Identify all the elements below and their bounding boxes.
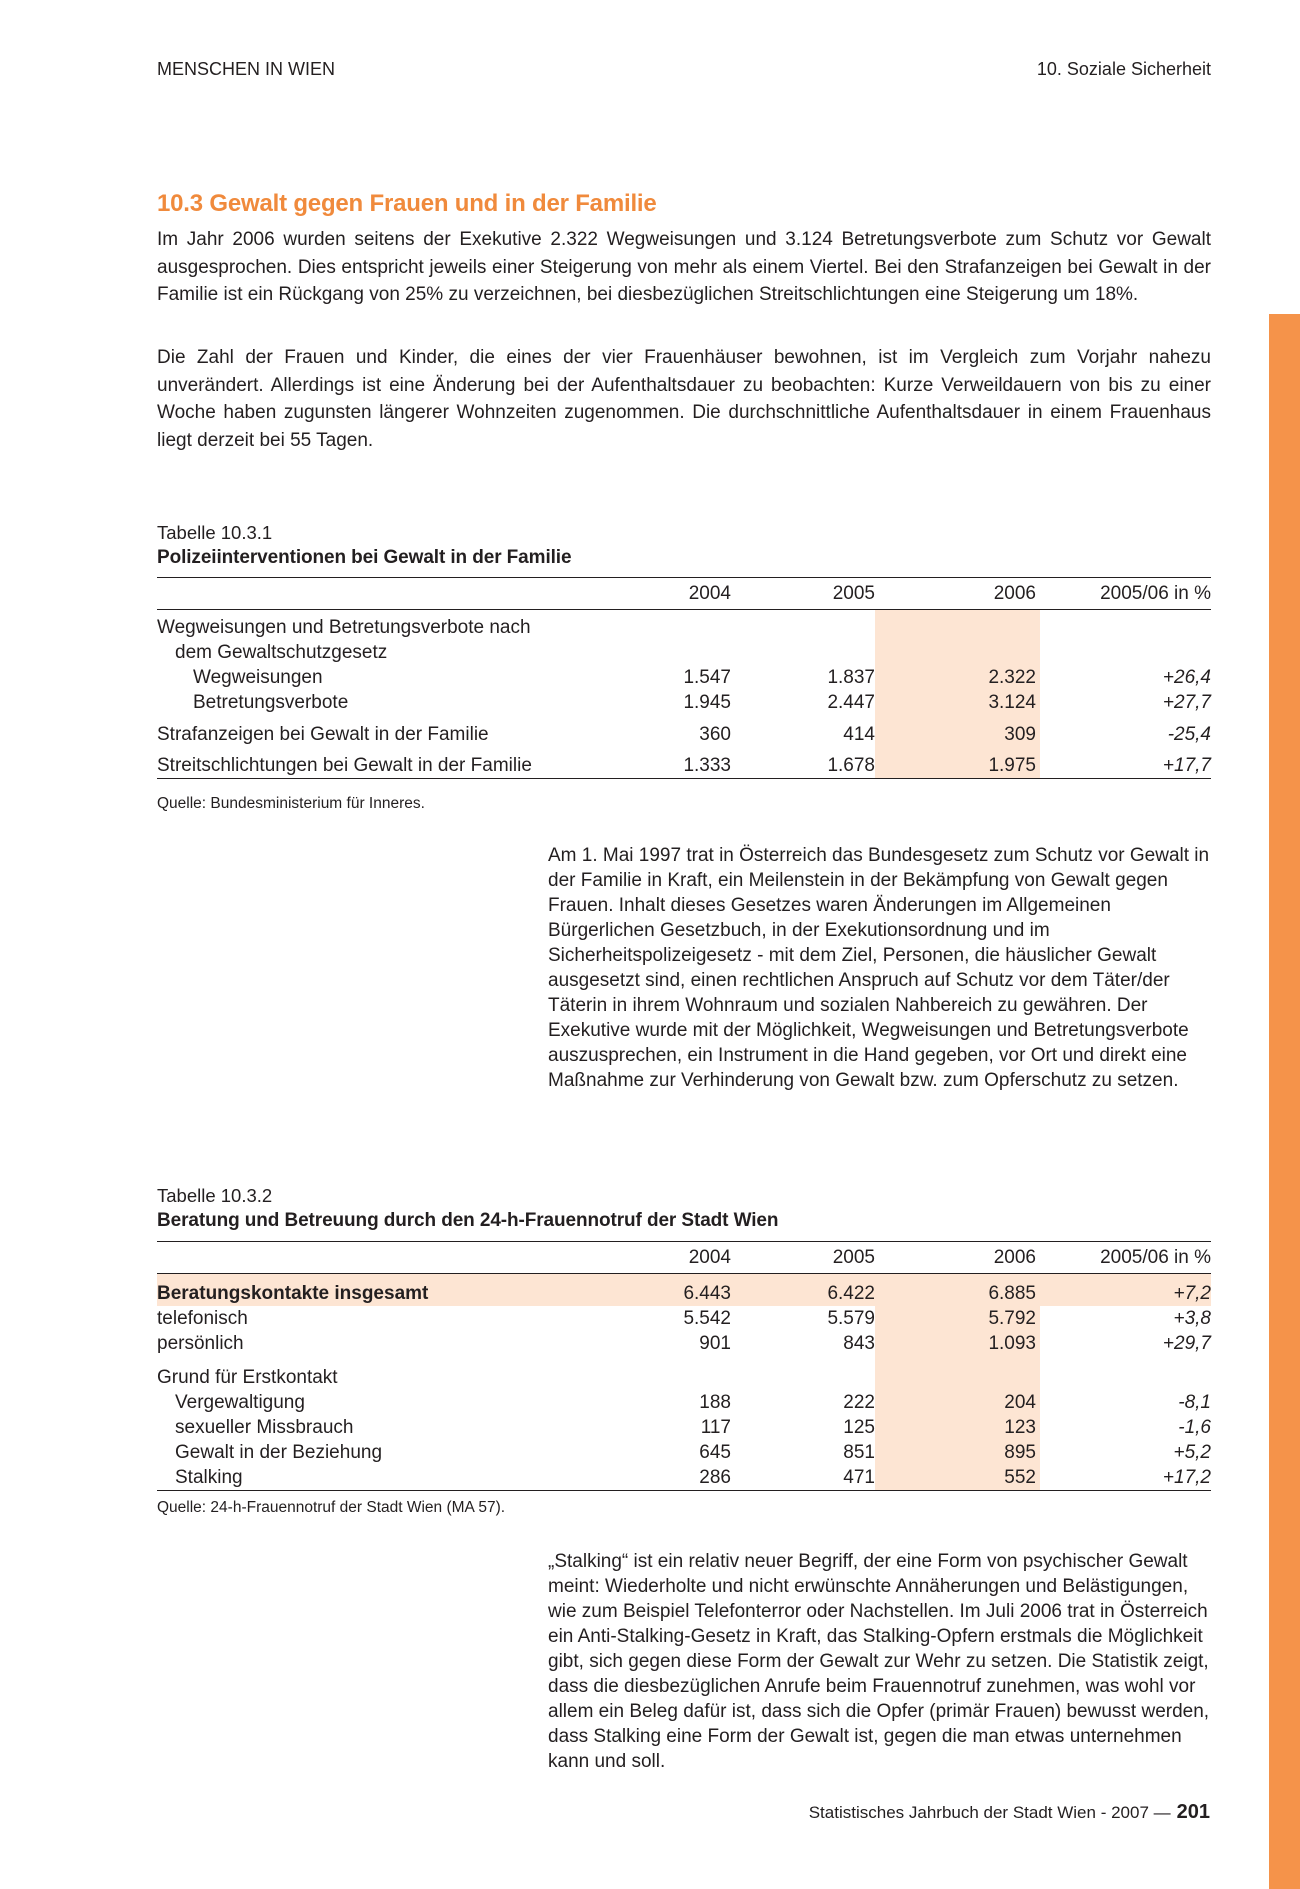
cell-value: +5,2 [1173, 1441, 1211, 1463]
table-row [157, 1274, 1211, 1306]
table2-source: Quelle: 24-h-Frauennotruf der Stadt Wien (MA 57). [157, 1499, 506, 1516]
running-header-left: MENSCHEN IN WIEN [157, 59, 336, 79]
cell-value [1040, 1356, 1211, 1390]
cell-value: +26,4 [1162, 666, 1211, 688]
page-footer [809, 1801, 1210, 1824]
col-header: 2006 [993, 1247, 1036, 1268]
cell-value: 2.322 [875, 665, 1040, 690]
paragraph-1: Im Jahr 2006 wurden seitens der Exekutive 2.322 Wegweisungen und 3.124 Betretungsverbote zum Schutz vor Gewalt ausgesprochen. Dies entspricht jeweils einer Steigerung von mehr als einem Viertel. Bei den Strafanzeigen bei Gewalt in der Familie ist ein Rückgang von 25% zu verzeichnen, bei diesbezüglichen Streitschlichtungen eine Steigerung um 18%. [157, 229, 1211, 306]
table2-title: Beratung und Betreuung durch den 24-h-Frauennotruf der Stadt Wien [157, 1210, 779, 1231]
cell-value: 1.093 [875, 1331, 1040, 1356]
table-row [157, 640, 1211, 665]
table-row [157, 1465, 1211, 1491]
cell-value: 1.945 [683, 691, 731, 713]
cell-value: 188 [699, 1391, 731, 1413]
info-text-2: „Stalking“ ist ein relativ neuer Begriff, der eine Form von psychischer Gewalt meint: Wiederholte und nicht erwünschte Annäherungen und Belästigungen, wie zum Beispiel Telefonterror oder Nachstellen. Im Juli 2006 trat in Österreich ein Anti-Stalking-Gesetz in Kraft, das Stalking-Opfern erstmals die Möglichkeit gibt, sich gegen diese Form der Gewalt zur Wehr zu setzen. Die Statistik zeigt, dass die diesbezüglichen Anrufe beim Frauennotruf zunehmen, was wohl vor allem ein Beleg dafür ist, dass sich die Opfer (primär Frauen) bewusst werden, dass Stalking eine Form der Gewalt ist, gegen die man etwas unternehmen kann und soll. [548, 1551, 1210, 1772]
table-header-row [157, 578, 1211, 610]
chapter-tab-bar [1269, 314, 1300, 1889]
table1-caption: Tabelle 10.3.1 [157, 522, 273, 543]
cell-value: 125 [843, 1416, 875, 1438]
info-text-1: Am 1. Mai 1997 trat in Österreich das Bundesgesetz zum Schutz vor Gewalt in der Familie in Kraft, ein Meilenstein in der Bekämpfung von Gewalt gegen Frauen. Inhalt dieses Gesetzes waren Änderungen im Allgemeinen Bürgerlichen Gesetzbuch, in der Exekutionsordnung und im Sicherheitspolizeigesetz - mit dem Ziel, Personen, die häuslicher Gewalt ausgesetzt sind, einen rechtlichen Anspruch auf Schutz vor dem Täter/der Täterin in ihrem Wohnraum und sozialen Nahbereich zu gewähren. Der Exekutive wurde mit der Möglichkeit, Wegweisungen und Betretungsverbote auszusprechen, ein Instrument in die Hand gegeben, vor Ort und direkt eine Maßnahme zur Verhinderung von Gewalt bzw. zum Opferschutz zu setzen. [548, 845, 1210, 1091]
table-row [157, 1331, 1211, 1356]
cell-value: 1.837 [827, 666, 875, 688]
cell-value [1040, 610, 1211, 640]
cell-value: +29,7 [1162, 1332, 1211, 1354]
row-label: Beratungskontakte insgesamt [157, 1274, 607, 1306]
col-header: 2006 [993, 583, 1036, 604]
cell-value: 3.124 [875, 690, 1040, 715]
cell-value: 117 [700, 1416, 731, 1438]
cell-value [731, 610, 875, 640]
cell-value: 123 [875, 1415, 1040, 1440]
row-label: Wegweisungen [193, 666, 323, 688]
table1-source: Quelle: Bundesministerium für Inneres. [157, 795, 425, 812]
cell-value [607, 640, 731, 665]
cell-value: 1.547 [683, 666, 731, 688]
cell-value [607, 610, 731, 640]
cell-value: 851 [843, 1441, 875, 1463]
cell-value: 204 [875, 1390, 1040, 1415]
col-header: 2004 [688, 1247, 731, 1268]
cell-value: +17,2 [1162, 1466, 1211, 1488]
cell-value: 895 [875, 1440, 1040, 1465]
cell-value: -8,1 [1178, 1391, 1211, 1413]
running-header-right: 10. Soziale Sicherheit [1036, 59, 1211, 79]
cell-value [607, 1356, 731, 1390]
cell-value: 6.885 [875, 1274, 1040, 1306]
cell-value: 1.333 [683, 755, 731, 776]
col-header: 2005 [832, 1247, 875, 1268]
row-label: Streitschlichtungen bei Gewalt in der Familie [157, 755, 532, 776]
cell-value: 5.579 [827, 1307, 875, 1329]
cell-value: 901 [699, 1332, 731, 1354]
paragraph-2: Die Zahl der Frauen und Kinder, die eines der vier Frauenhäuser bewohnen, ist im Vergleich zum Vorjahr nahezu unverändert. Allerdings ist eine Änderung bei der Aufenthaltsdauer zu beobachten: Kurze Verweildauern von bis zu einer Woche haben zugunsten längerer Wohnzeiten zugenommen. Die durchschnittliche Aufenthaltsdauer in einem Frauenhaus liegt derzeit bei 55 Tagen. [157, 347, 1211, 451]
row-label: Vergewaltigung [175, 1391, 305, 1413]
table-row [157, 1306, 1211, 1331]
col-header: 2005/06 in % [1100, 1247, 1211, 1268]
cell-value: +17,7 [1162, 755, 1211, 776]
row-label: Grund für Erstkontakt [157, 1366, 338, 1388]
cell-value [731, 640, 875, 665]
cell-value [875, 610, 1040, 640]
table-row [157, 690, 1211, 715]
cell-value: 5.792 [875, 1306, 1040, 1331]
cell-value: -1,6 [1178, 1416, 1211, 1438]
row-label: persönlich [157, 1332, 244, 1354]
cell-value [1040, 640, 1211, 665]
table2-caption: Tabelle 10.3.2 [157, 1185, 273, 1206]
cell-value: 1.678 [827, 755, 875, 776]
cell-value: 645 [699, 1441, 731, 1463]
table1 [157, 577, 1211, 779]
cell-value: +27,7 [1162, 691, 1211, 713]
table-row [157, 747, 1211, 779]
cell-value: 6.422 [731, 1274, 875, 1306]
row-label: telefonisch [157, 1307, 248, 1329]
section-title: 10.3 Gewalt gegen Frauen und in der Familie [157, 190, 657, 217]
cell-value: 1.975 [875, 747, 1040, 779]
table-row [157, 1356, 1211, 1390]
row-label: Stalking [175, 1466, 243, 1488]
table-row [157, 715, 1211, 747]
row-label: Strafanzeigen bei Gewalt in der Familie [157, 723, 489, 745]
cell-value: 222 [843, 1391, 875, 1413]
cell-value: +3,8 [1173, 1307, 1211, 1329]
col-header: 2005 [832, 583, 875, 604]
cell-value: 471 [843, 1466, 875, 1488]
cell-value [875, 1356, 1040, 1390]
cell-value [731, 1356, 875, 1390]
cell-value: 286 [699, 1466, 731, 1488]
table-row [157, 610, 1211, 640]
cell-value [875, 640, 1040, 665]
cell-value: 414 [843, 723, 875, 745]
table-row [157, 1415, 1211, 1440]
cell-value: 552 [875, 1465, 1040, 1491]
table1-title: Polizeiinterventionen bei Gewalt in der Familie [157, 547, 572, 568]
row-label: Betretungsverbote [193, 691, 349, 713]
cell-value: 2.447 [827, 691, 875, 713]
cell-value: 6.443 [607, 1274, 731, 1306]
cell-value: 843 [843, 1332, 875, 1354]
cell-value: 5.542 [683, 1307, 731, 1329]
page-number: 201 [1176, 1801, 1210, 1823]
table-row [157, 1440, 1211, 1465]
footer-publication: Statistisches Jahrbuch der Stadt Wien - 2007 — [808, 1803, 1171, 1822]
table-header-row [157, 1242, 1211, 1274]
cell-value: -25,4 [1167, 723, 1211, 745]
col-header: 2005/06 in % [1100, 583, 1211, 604]
cell-value: 309 [875, 715, 1040, 747]
row-label: Gewalt in der Beziehung [175, 1441, 383, 1463]
col-header: 2004 [688, 583, 731, 604]
row-label: sexueller Missbrauch [175, 1416, 354, 1438]
table-row [157, 665, 1211, 690]
table-row [157, 1390, 1211, 1415]
row-label: dem Gewaltschutzgesetz [175, 641, 388, 663]
row-label: Wegweisungen und Betretungsverbote nach [157, 616, 531, 638]
cell-value: +7,2 [1040, 1274, 1211, 1306]
table2 [157, 1241, 1211, 1491]
cell-value: 360 [699, 723, 731, 745]
